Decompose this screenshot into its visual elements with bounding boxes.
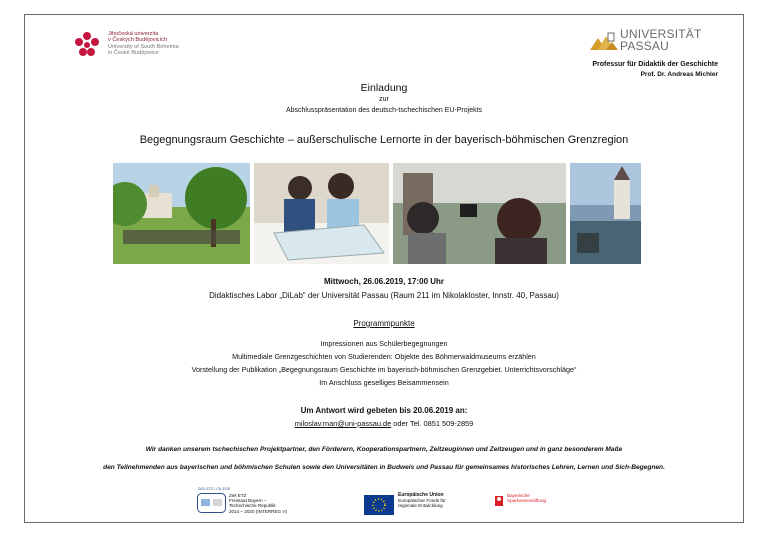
photo-river-town (570, 163, 641, 264)
program-item: Multimediale Grenzgeschichten von Studierenden: Objekte des Böhmerwaldmuseums erzählen (232, 352, 536, 361)
passau-city-label: PASSAU (620, 39, 669, 53)
jcu-line4: in České Budějovice (108, 50, 159, 57)
event-location: Didaktisches Labor „DiLab“ der Universität Passau (Raum 211 im Nikolakloster, Innstr. 40, Passau) (209, 291, 559, 300)
sparkasse-line: Sparkassenstiftung (507, 498, 547, 504)
project-heading: Begegnungsraum Geschichte – außerschulische Lernorte in der bayerisch-böhmischen Grenzregion (139, 134, 629, 146)
passau-wordmark (620, 28, 702, 52)
program-title: Programmpunkte (353, 319, 415, 328)
etz-badge-label: ZIEL ETZ / CÍL EÚS (198, 487, 231, 491)
photo-students-map (254, 163, 389, 264)
jcu-line3: University of South Bohemia (108, 43, 179, 50)
sparkasse-text (507, 493, 546, 503)
event-datetime: Mittwoch, 26.06.2019, 17:00 Uhr (323, 277, 445, 286)
etz-logo-icon (197, 493, 226, 513)
eu-line: Europäischer Fonds für (398, 498, 446, 504)
invitation-title: Einladung (360, 82, 408, 94)
professor-name: Prof. Dr. Andreas Michler (640, 71, 718, 78)
program-item: Impressionen aus Schülerbegegnungen (320, 339, 448, 348)
phone-number: oder Tel. 0851 509-2859 (391, 419, 474, 428)
etz-line: 2014 – 2020 (INTERREG V) (229, 508, 287, 514)
chair-name: Professur für Didaktik der Geschichte (592, 61, 718, 68)
photo-separator (250, 163, 254, 264)
etz-line: Ziel ETZ (229, 493, 247, 498)
jcu-line2: v Českých Budějovicích (108, 37, 168, 44)
photo-video-recording (393, 163, 566, 264)
etz-line: Tschechische Republik (229, 503, 276, 509)
jcu-line1: Jihočeská univerzita (108, 31, 159, 37)
photo-garden-group (113, 163, 250, 264)
eu-text (398, 493, 446, 509)
sparkasse-line: Bayerische (507, 493, 530, 498)
photo-separator (566, 163, 570, 264)
etz-text (229, 493, 287, 514)
reply-contact (0, 419, 768, 428)
program-item: Im Anschluss geselliges Beisammensein (319, 378, 449, 387)
etz-line: Freistaat Bayern – (229, 498, 267, 504)
eu-title: Europäische Union (398, 492, 444, 498)
program-item: Vorstellung der Publikation „Begegnungsraum Geschichte im bayerisch-böhmischen Grenzgebiet. Unterrichtsvorschläge“ (191, 365, 577, 374)
jcu-logo-icon (72, 30, 102, 60)
thanks-line2: den Teilnehmenden aus bayerischen und böhmischen Schulen sowie den Universitäten in Budweis und Passau für gemeinsames historisches Lehren, Lernen und Sich-Begegnen. (103, 464, 665, 471)
sparkasse-logo-icon (494, 495, 504, 507)
eu-line: regionale Entwicklung (398, 503, 443, 509)
reply-request: Um Antwort wird gebeten bis 20.06.2019 an: (300, 406, 468, 415)
invitation-subtitle: Abschlusspräsentation des deutsch-tschechischen EU-Projekts (285, 107, 483, 114)
invitation-to: zur (379, 96, 389, 103)
eu-flag-icon (364, 495, 394, 515)
jcu-institution-name (108, 31, 179, 57)
email-link[interactable]: miloslav.man@uni-passau.de (294, 419, 392, 428)
photo-separator (389, 163, 393, 264)
passau-university-label: UNIVERSITÄT (620, 27, 702, 41)
passau-logo-icon (588, 30, 620, 52)
thanks-line1: Wir danken unserem tschechischen Projektpartner, den Förderern, Kooperationspartnern, Zeitzeuginnen und Zeitzeugen und in ganz besonderem Maße (145, 446, 623, 453)
